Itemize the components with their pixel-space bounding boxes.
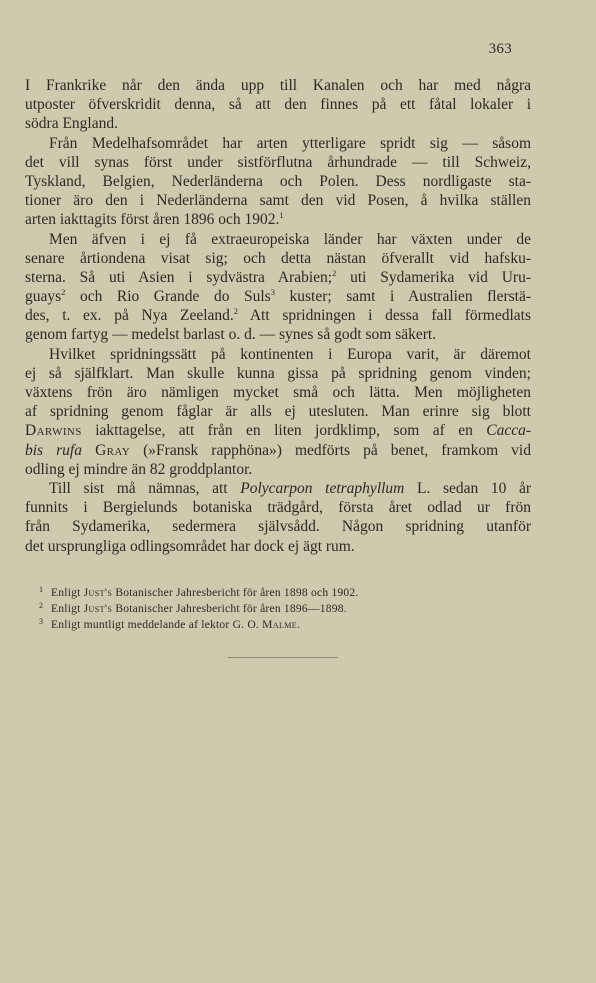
text-run: kuster; samt i Australien flerstä- (274, 288, 531, 306)
text-run: det ursprungliga odlingsområdet har dock ej ägt rum. (25, 537, 355, 555)
footnote-ref: 2 (332, 267, 337, 278)
text-line (25, 537, 531, 556)
text-run: senare årtiondena visat sig; och detta nästan öfverallt vid hafsku- (25, 249, 531, 267)
text-run: Enligt (51, 602, 84, 615)
text-line (25, 268, 531, 287)
text-run: Botanischer Jahresbericht för åren 1898 och 1902. (112, 586, 359, 599)
text-run: Hvilket spridningssätt på kontinenten i Europa varit, är däremot (49, 345, 531, 363)
small-caps-name: Malme (262, 618, 298, 631)
text-run: funnits i Bergielunds botaniska trädgård, första året odlad ur frön (25, 499, 531, 517)
text-line (25, 345, 531, 364)
text-run: . (297, 618, 301, 631)
text-run: Till sist må nämnas, att (49, 479, 241, 497)
text-line (25, 460, 531, 479)
text-run: af spridning genom fåglar är alls ej utesluten. Man erinre sig blott (25, 403, 531, 421)
text-line (25, 383, 531, 402)
text-line (25, 134, 531, 153)
text-line (25, 287, 531, 306)
text-run: södra England. (25, 115, 118, 133)
text-line (25, 114, 531, 133)
footnote: 1 Enligt Just's Botanischer Jahresbericht för åren 1898 och 1902. (39, 585, 359, 599)
text-run: och Rio Grande do Suls (65, 288, 271, 306)
text-run: iakttagelse, att från en liten jordklimp, som af en (81, 422, 487, 440)
text-line (25, 517, 531, 536)
text-line (25, 191, 531, 210)
text-run: utposter öfverskridit denna, så att den finnes på ett fåtal lokaler i (25, 96, 531, 114)
text-line (25, 325, 531, 344)
small-caps-name: Just's (83, 586, 113, 599)
text-line (25, 249, 531, 268)
species-name: bis rufa (25, 441, 82, 459)
text-run: (»Fransk rapphöna») medförts på benet, framkom vid (130, 441, 531, 459)
footnotes (39, 585, 531, 633)
species-name: Polycarpon tetraphyllum (240, 479, 405, 497)
text-line (25, 479, 531, 498)
text-run: arten iakttagits först åren 1896 och 1902. (25, 211, 280, 229)
text-run: det vill synas först under sistförflutna århundrade — till Schweiz, (25, 153, 531, 171)
text-run: I Frankrike når den ända upp till Kanalen och har med några (25, 77, 531, 94)
text-run: Botanischer Jahresbericht för åren 1896—1898. (112, 602, 347, 615)
text-run: Från Medelhafsområdet har arten ytterligare spridt sig — såsom (49, 134, 531, 152)
text-line (25, 421, 531, 440)
footnote: 3 Enligt muntligt meddelande af lektor G. O. Malme. (39, 617, 301, 631)
page-number: 363 (488, 41, 512, 57)
text-run: L. sedan 10 år (404, 479, 531, 497)
body-text (25, 76, 531, 556)
text-run: ej så själfklart. Man skulle kunna gissa på spridning genom vinden; (25, 364, 531, 382)
text-run: Att spridningen i dessa fall förmedlats (238, 307, 531, 325)
footnote-separator-rule (228, 657, 338, 658)
text-run: Tyskland, Belgien, Nederländerna och Polen. Dess nordligaste sta- (25, 172, 531, 190)
text-line (25, 153, 531, 172)
text-run: tioner äro den i Nederländerna samt den vid Posen, å hvilka ställen (25, 192, 531, 210)
footnote-ref: 2 (233, 306, 239, 317)
footnote-ref: 1 (279, 210, 284, 221)
footnote-ref: 2 (61, 287, 66, 298)
text-line (25, 364, 531, 383)
text-run: uti Sydamerika vid Uru- (336, 268, 531, 286)
text-line (25, 172, 531, 191)
footnote-ref: 3 (270, 287, 275, 298)
text-line (25, 306, 531, 325)
small-caps-name: Gray (95, 441, 131, 459)
text-line (25, 76, 531, 95)
text-run: guays (25, 288, 62, 306)
text-line (25, 402, 531, 421)
small-caps-name: Darwins (25, 422, 82, 440)
species-name: Cacca- (486, 422, 531, 440)
text-run: Enligt muntligt meddelande af lektor G. O. (51, 618, 263, 631)
text-line (25, 210, 531, 229)
text-line (25, 498, 531, 517)
text-line (25, 441, 531, 460)
small-caps-name: Just's (83, 602, 113, 615)
text-run (82, 442, 95, 459)
text-run: från Sydamerika, sedermera självsådd. Någon spridning utanför (25, 518, 531, 536)
text-run: des, t. ex. på Nya Zeeland. (25, 307, 234, 325)
text-run: sterna. Så uti Asien i sydvästra Arabien; (25, 268, 333, 286)
footnote: 2 Enligt Just's Botanischer Jahresbericht för åren 1896—1898. (39, 601, 347, 615)
text-run: Men äfven i ej få extraeuropeiska länder har växten under de (49, 230, 531, 248)
text-run: odling ej mindre än 82 groddplantor. (25, 460, 253, 478)
text-run: genom fartyg — medelst barlast o. d. — synes så godt som säkert. (25, 326, 437, 344)
text-line (25, 230, 531, 249)
text-run: Enligt (51, 586, 84, 599)
text-line (25, 95, 531, 114)
text-run: växtens frön äro nämligen mycket små och lätta. Men möjligheten (25, 384, 531, 401)
